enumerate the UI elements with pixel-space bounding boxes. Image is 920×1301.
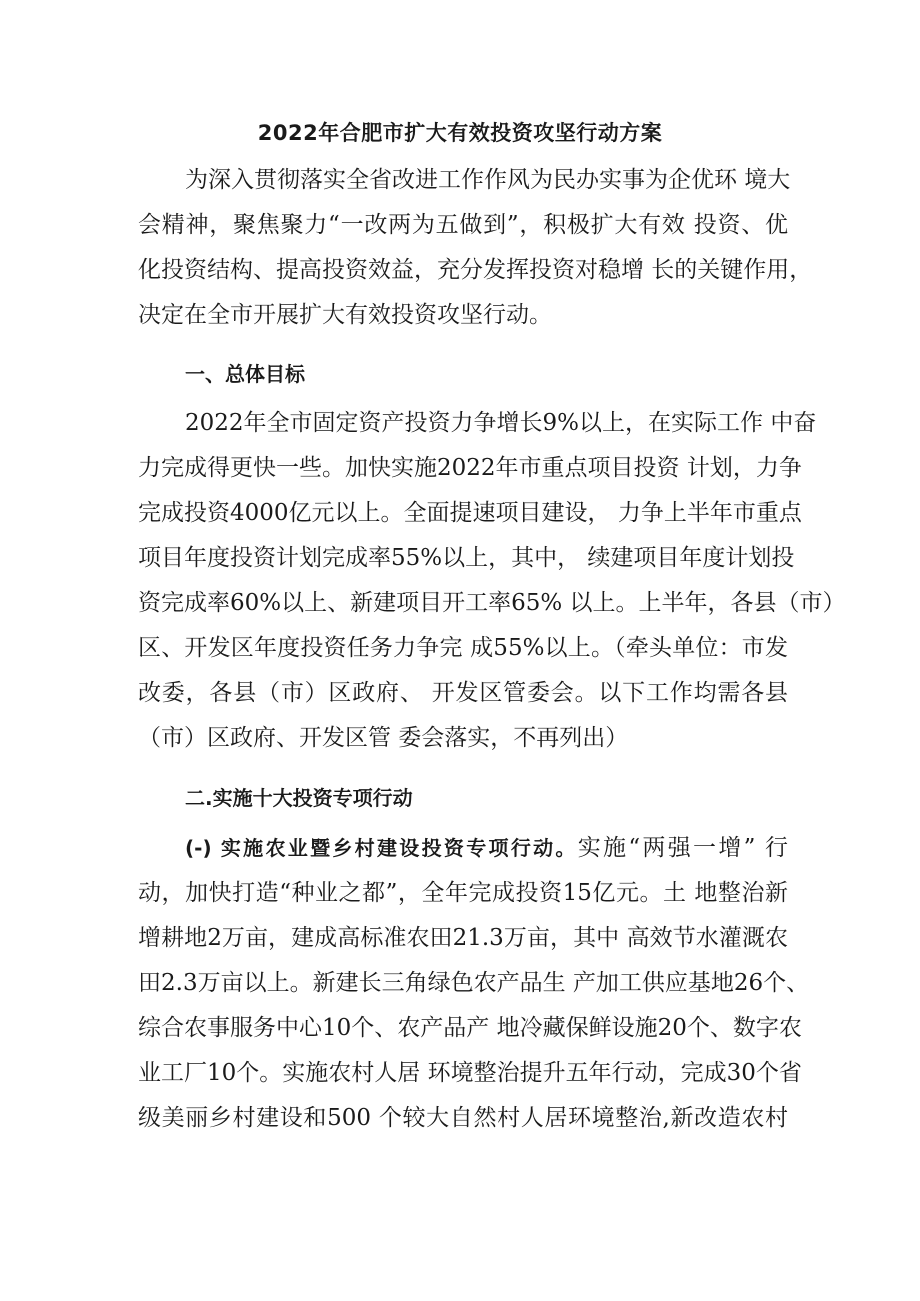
intro-line: 化投资结构、提高投资效益，充分发挥投资对稳增 长的关键作用， bbox=[138, 257, 813, 283]
paragraph-line: 综合农事服务中心10个、农产品产 地冷藏保鲜设施20个、数字农 bbox=[138, 1015, 802, 1041]
paragraph-line: 项目年度投资计划完成率55%以上，其中， 续建项目年度计划投 bbox=[138, 545, 795, 571]
paragraph-line: 改委，各县（市）区政府、 开发区管委会。以下工作均需各县 bbox=[138, 680, 788, 706]
section-heading-overall-goal: 一、总体目标 bbox=[185, 362, 305, 386]
paragraph-line: 完成投资4000亿元以上。全面提速项目建设， 力争上半年市重点 bbox=[138, 500, 802, 526]
paragraph-line: 级美丽乡村建设和500 个较大自然村人居环境整治,新改造农村 bbox=[138, 1105, 788, 1131]
paragraph-line: （市）区政府、开发区管 委会落实，不再列出） bbox=[138, 725, 629, 751]
subsection-bold-lead: (-) 实施农业暨乡村建设投资专项行动。 bbox=[185, 836, 578, 860]
section-heading-ten-actions: 二.实施十大投资专项行动 bbox=[185, 786, 413, 810]
intro-line: 为深入贯彻落实全省改进工作作风为民办实事为企优环 境大 bbox=[185, 167, 791, 193]
paragraph-line: 资完成率60%以上、新建项目开工率65% 以上。上半年，各县（市） bbox=[138, 590, 846, 616]
paragraph-line: 增耕地2万亩，建成高标准农田21.3万亩，其中 高效节水灌溉农 bbox=[138, 925, 788, 951]
paragraph-line: 动，加快打造“种业之都”，全年完成投资15亿元。土 地整治新 bbox=[138, 880, 788, 906]
paragraph-line: 田2.3万亩以上。新建长三角绿色农产品生 产加工供应基地26个、 bbox=[138, 970, 810, 996]
paragraph-line: 2022年全市固定资产投资力争增长9%以上，在实际工作 中奋 bbox=[185, 410, 817, 436]
paragraph-line: 力完成得更快一些。加快实施2022年市重点项目投资 计划，力争 bbox=[138, 455, 802, 481]
subsection-first-line bbox=[185, 828, 788, 868]
intro-line: 决定在全市开展扩大有效投资攻坚行动。 bbox=[138, 302, 552, 328]
subsection-first-rest: 实施“两强一增” 行 bbox=[577, 835, 789, 861]
document-title: 2022年合肥市扩大有效投资攻坚行动方案 bbox=[257, 121, 663, 145]
paragraph-line: 业工厂10个。实施农村人居 环境整治提升五年行动，完成30个省 bbox=[138, 1060, 802, 1086]
paragraph-line: 区、开发区年度投资任务力争完 成55%以上。（牵头单位：市发 bbox=[138, 635, 788, 661]
intro-line: 会精神，聚焦聚力“一改两为五做到”，积极扩大有效 投资、优 bbox=[138, 212, 788, 238]
